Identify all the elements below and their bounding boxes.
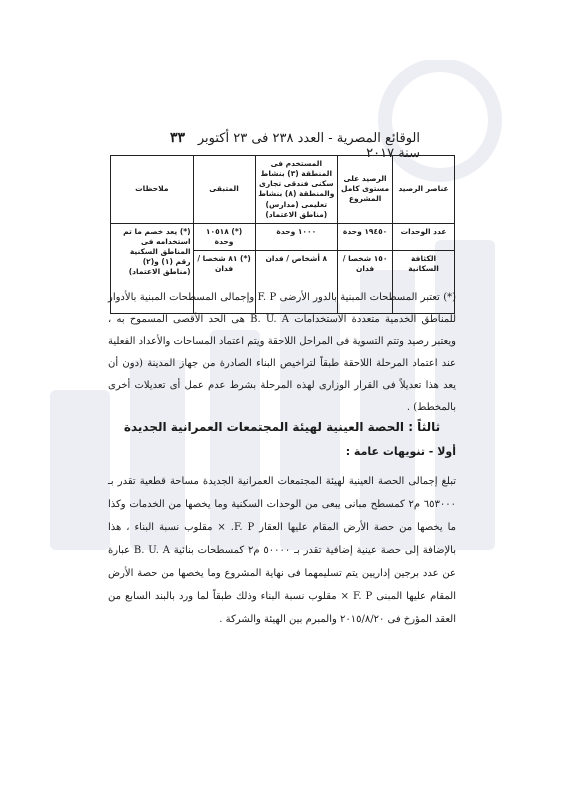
table-cell: الكثافة السكانية (393, 251, 455, 314)
table-header: ملاحظات (111, 156, 194, 224)
header-title: الوقائع المصرية - العدد ٢٣٨ فى ٢٣ أكتوبر سنة ٢٠١٧ (197, 131, 420, 161)
table-header: الرصيد على مستوى كامل المشروع (338, 156, 393, 224)
table-cell: عدد الوحدات (393, 223, 455, 250)
table-header: المتبقى (193, 156, 255, 224)
subsection-heading: أولا - تنويهات عامة : (345, 445, 456, 458)
table-cell: ١٥٠ شخصا / فدان (338, 251, 393, 314)
page-number: ٣٣ (170, 130, 186, 146)
table-header: عناصر الرصيد (393, 156, 455, 224)
table-cell-note: (*) يعد خصم ما تم استخدامه فى المناطق السكنية رقم (١) و(٢) (مناطق الاعتماد) (111, 223, 194, 313)
section-heading: ثالثاً : الحصة العينية لهيئة المجتمعات العمرانية الجديدة (123, 420, 441, 434)
table-cell: ٨ أشخاص / فدان (255, 251, 338, 314)
table-cell: (*) ٨١ شخصا / فدان (193, 251, 255, 314)
table-row (111, 223, 455, 250)
table-header-row (111, 156, 455, 224)
table-cell: ١٩٤٥٠ وحدة (338, 223, 393, 250)
paragraph-note: (*) تعتبر المسطحات المبنية بالدور الأرضى F. P وإجمالى المسطحات المبنية بالأدوار للمناطق الخدمية متعددة الاستخدامات B. U. A هى الحد الأقصى المسموح به ، ويعتبر رصيد وتتم التسوية فى المراحل اللاحقة ويتم اعتماد المساحات والأعداد الفعلية عند اعتماد المرحلة اللاحقة طبقاً لتراخيص البناء الصادرة من جهاز المدينة (دون أن يعد هذا تعديلاً فى القرار الوزارى لهذه المرحلة بشرط عدم عمل أى تعديلات أخرى بالمخطط) . (108, 292, 457, 413)
table-header: المستخدم فى المنطقة (٣) بنشاط سكنى فندقى تجارى والمنطقة (٨) بنشاط تعليمى (مدارس) (مناطق الاعتماد) (255, 156, 338, 224)
paragraph-body: تبلغ إجمالى الحصة العينية لهيئة المجتمعات العمرانية الجديدة مساحة قطعية تقدر بـ ٦٥٣٠٠٠ م٢ كمسطح مبانى يبعى من الوحدات السكنية وما يخصها من الخدمات وكذا ما يخصها من حصة الأرض المقام عليها العقار F. P. × مقلوب نسبة البناء ، هذا بالإضافة إلى حصة عينية إضافية تقدر بـ ٥٠٠٠٠ م٢ كمسطحات بنائية B. U. A عبارة عن عدد برجين إداريين يتم تسليمهما فى نهاية المشروع وما يخصها من حصة الأرض المقام عليها المبنى F. P × مقلوب نسبة البناء وذلك طبقاً لما ورد بالبند السابع من العقد المؤرخ فى ٢٠١٥/٨/٢٠ والمبرم بين الهيئة والشركة . (108, 476, 457, 625)
table-cell: (*) ١٠٥١٨ وحدة (193, 223, 255, 250)
table-cell: ١٠٠٠ وحدة (255, 223, 338, 250)
